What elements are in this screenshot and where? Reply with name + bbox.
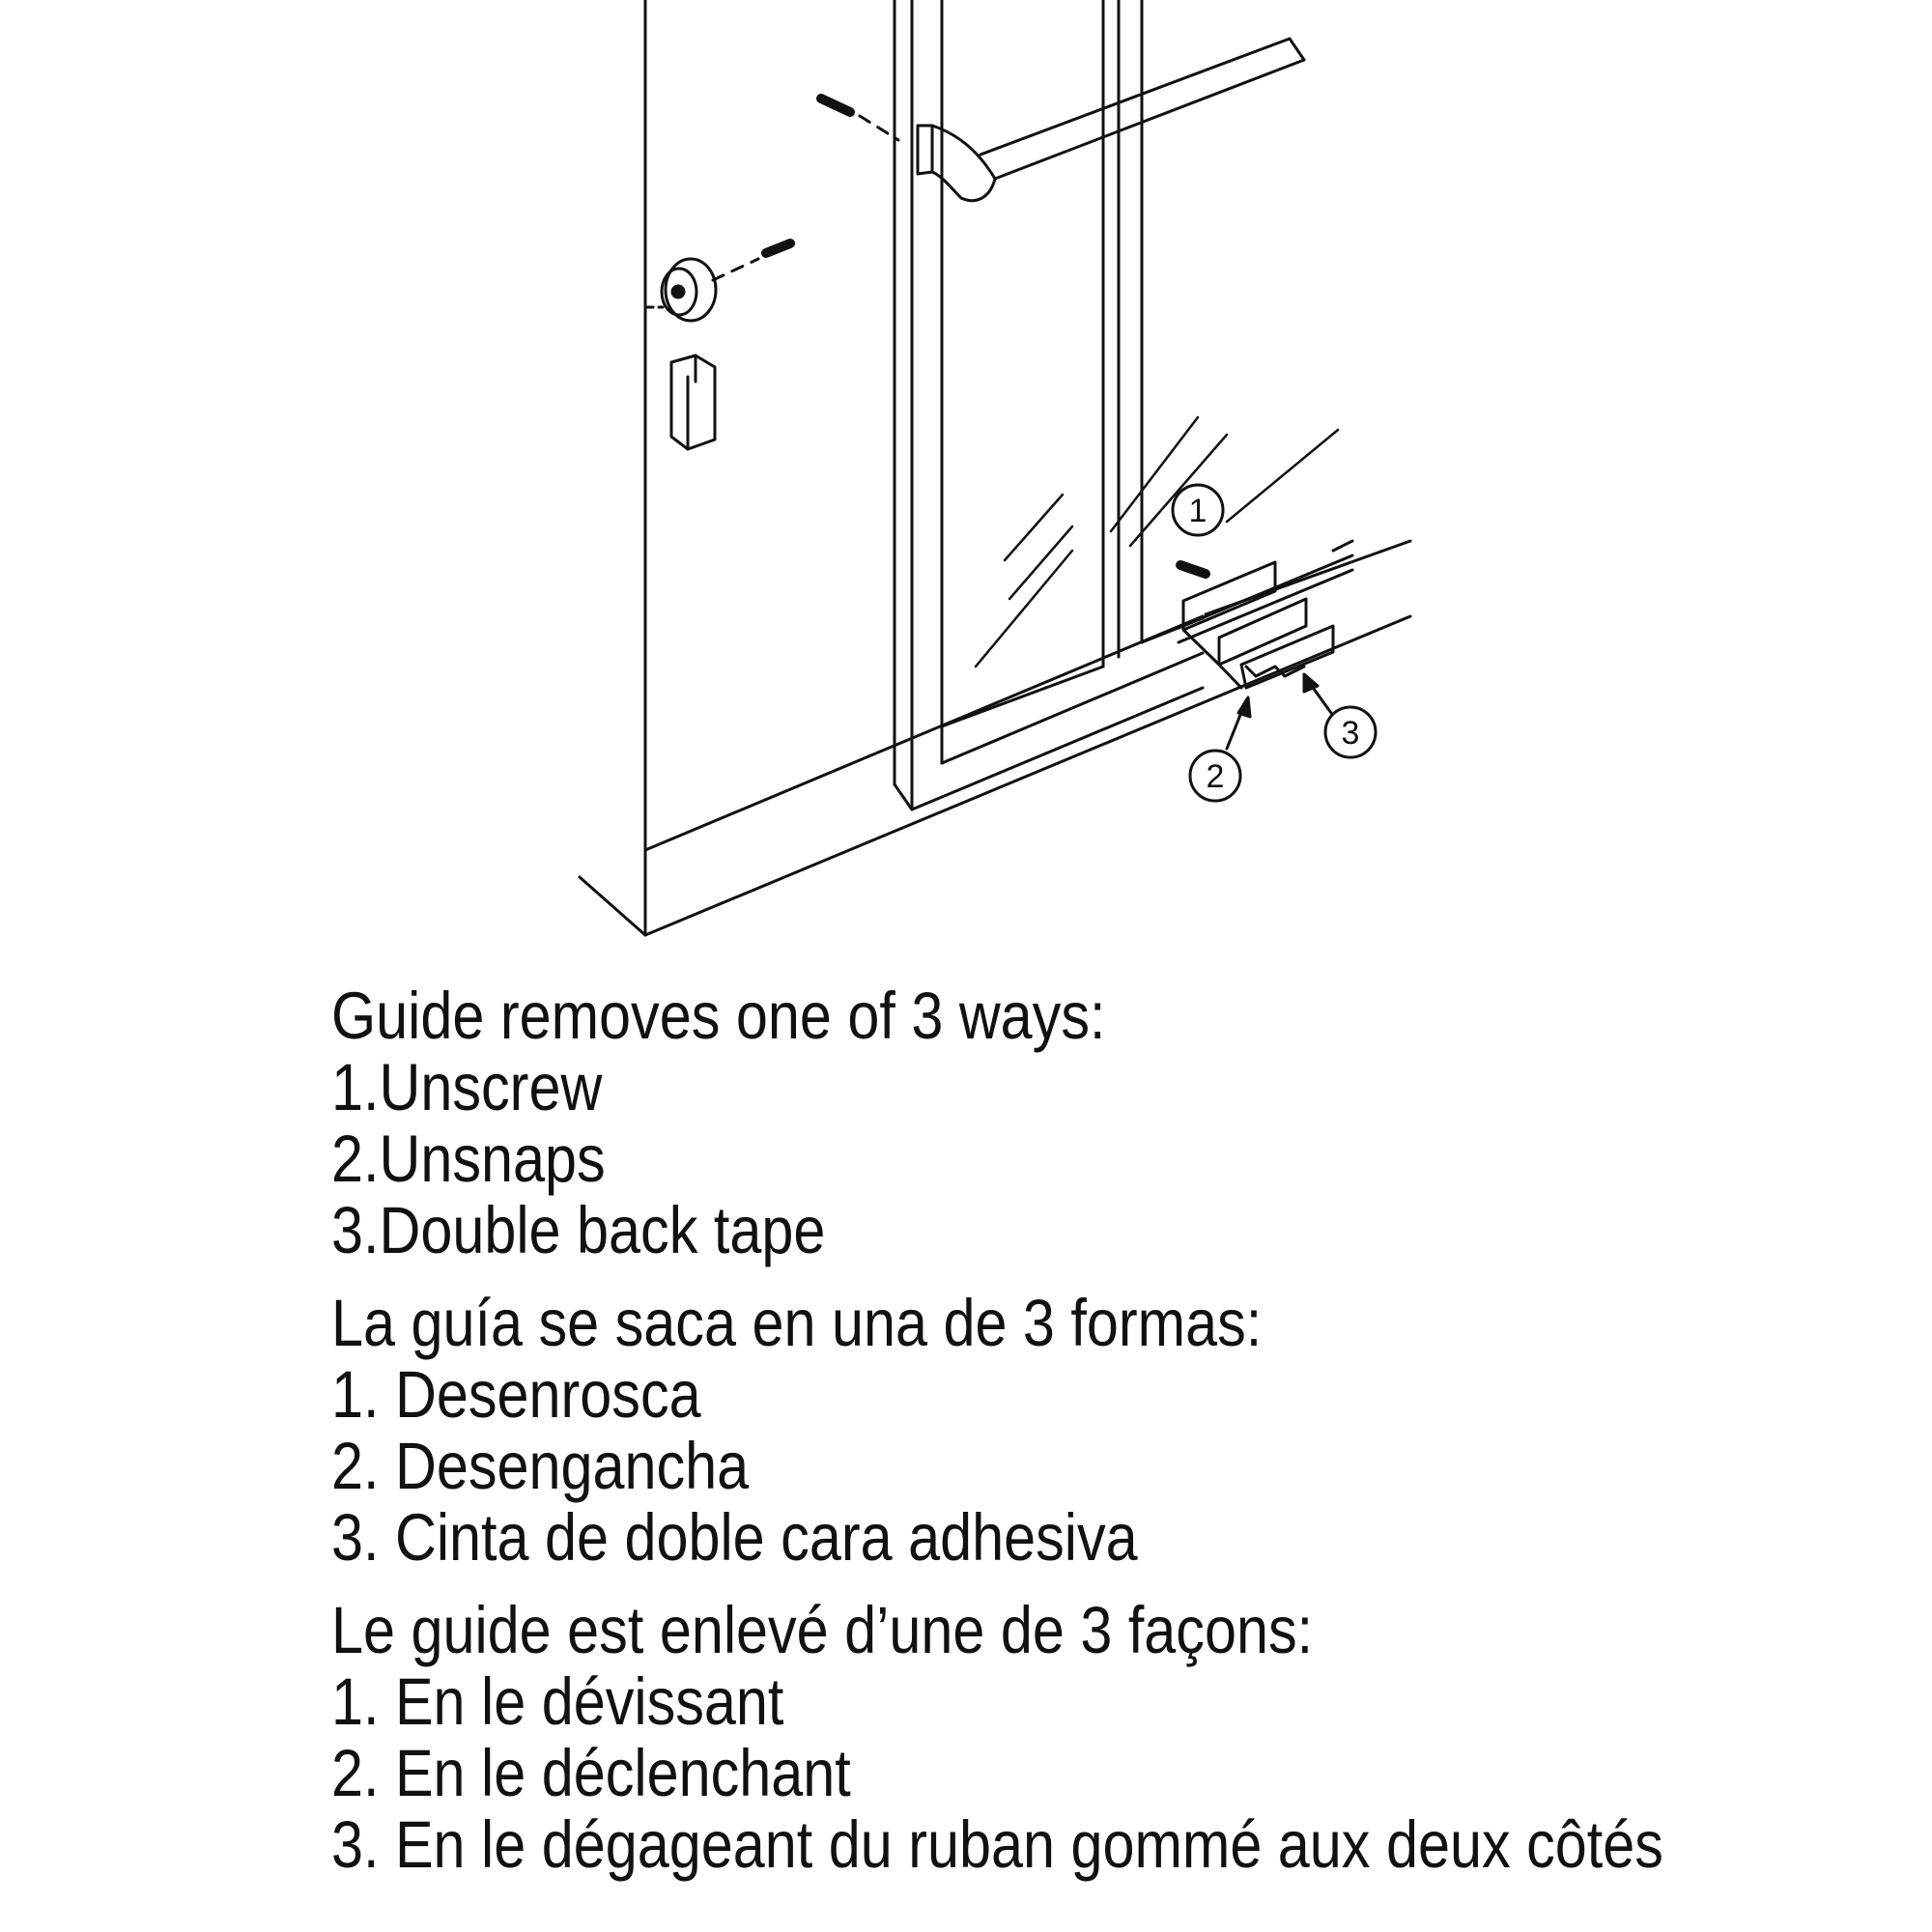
french-item-1: 1. En le dévissant [331, 1664, 784, 1739]
french-item-3: 3. En le dégageant du ruban gommé aux deux côtés [331, 1807, 1663, 1882]
instructions-spanish [331, 1288, 1896, 1574]
callout-3 [1304, 674, 1376, 757]
french-item-2: 2. En le déclenchant [331, 1736, 851, 1810]
door-frame [895, 0, 1352, 810]
wall-and-tub [580, 0, 1410, 935]
spanish-item-1: 1. Desenrosca [331, 1357, 701, 1432]
instructions [331, 980, 1896, 1881]
towel-bar-screw-icon [821, 99, 898, 140]
knob-screw-icon [713, 243, 790, 280]
callout-2 [1190, 697, 1250, 801]
spanish-item-2: 2. Desengancha [331, 1429, 750, 1503]
callout-1 [1173, 485, 1223, 535]
door-knob-icon [647, 259, 716, 321]
wall-bracket-icon [671, 355, 715, 449]
english-heading: Guide removes one of 3 ways: [331, 979, 1106, 1053]
instructions-english [331, 980, 1896, 1266]
english-item-3: 3.Double back tape [331, 1193, 826, 1267]
english-item-2: 2.Unsnaps [331, 1122, 606, 1196]
spanish-item-3: 3. Cinta de doble cara adhesiva [331, 1500, 1138, 1575]
callout-3-label: 3 [1341, 715, 1360, 752]
callout-2-label: 2 [1206, 758, 1225, 795]
instructions-french [331, 1595, 1896, 1881]
glass-reflection-lines [976, 417, 1338, 667]
guide-assembly [1183, 562, 1333, 688]
towel-bar [918, 39, 1304, 201]
spanish-heading: La guía se saca en una de 3 formas: [331, 1286, 1263, 1360]
guide-screw-icon [1180, 565, 1206, 574]
french-heading: Le guide est enlevé d’une de 3 façons: [331, 1593, 1314, 1667]
callout-1-label: 1 [1188, 493, 1208, 529]
english-item-1: 1.Unscrew [331, 1050, 603, 1124]
